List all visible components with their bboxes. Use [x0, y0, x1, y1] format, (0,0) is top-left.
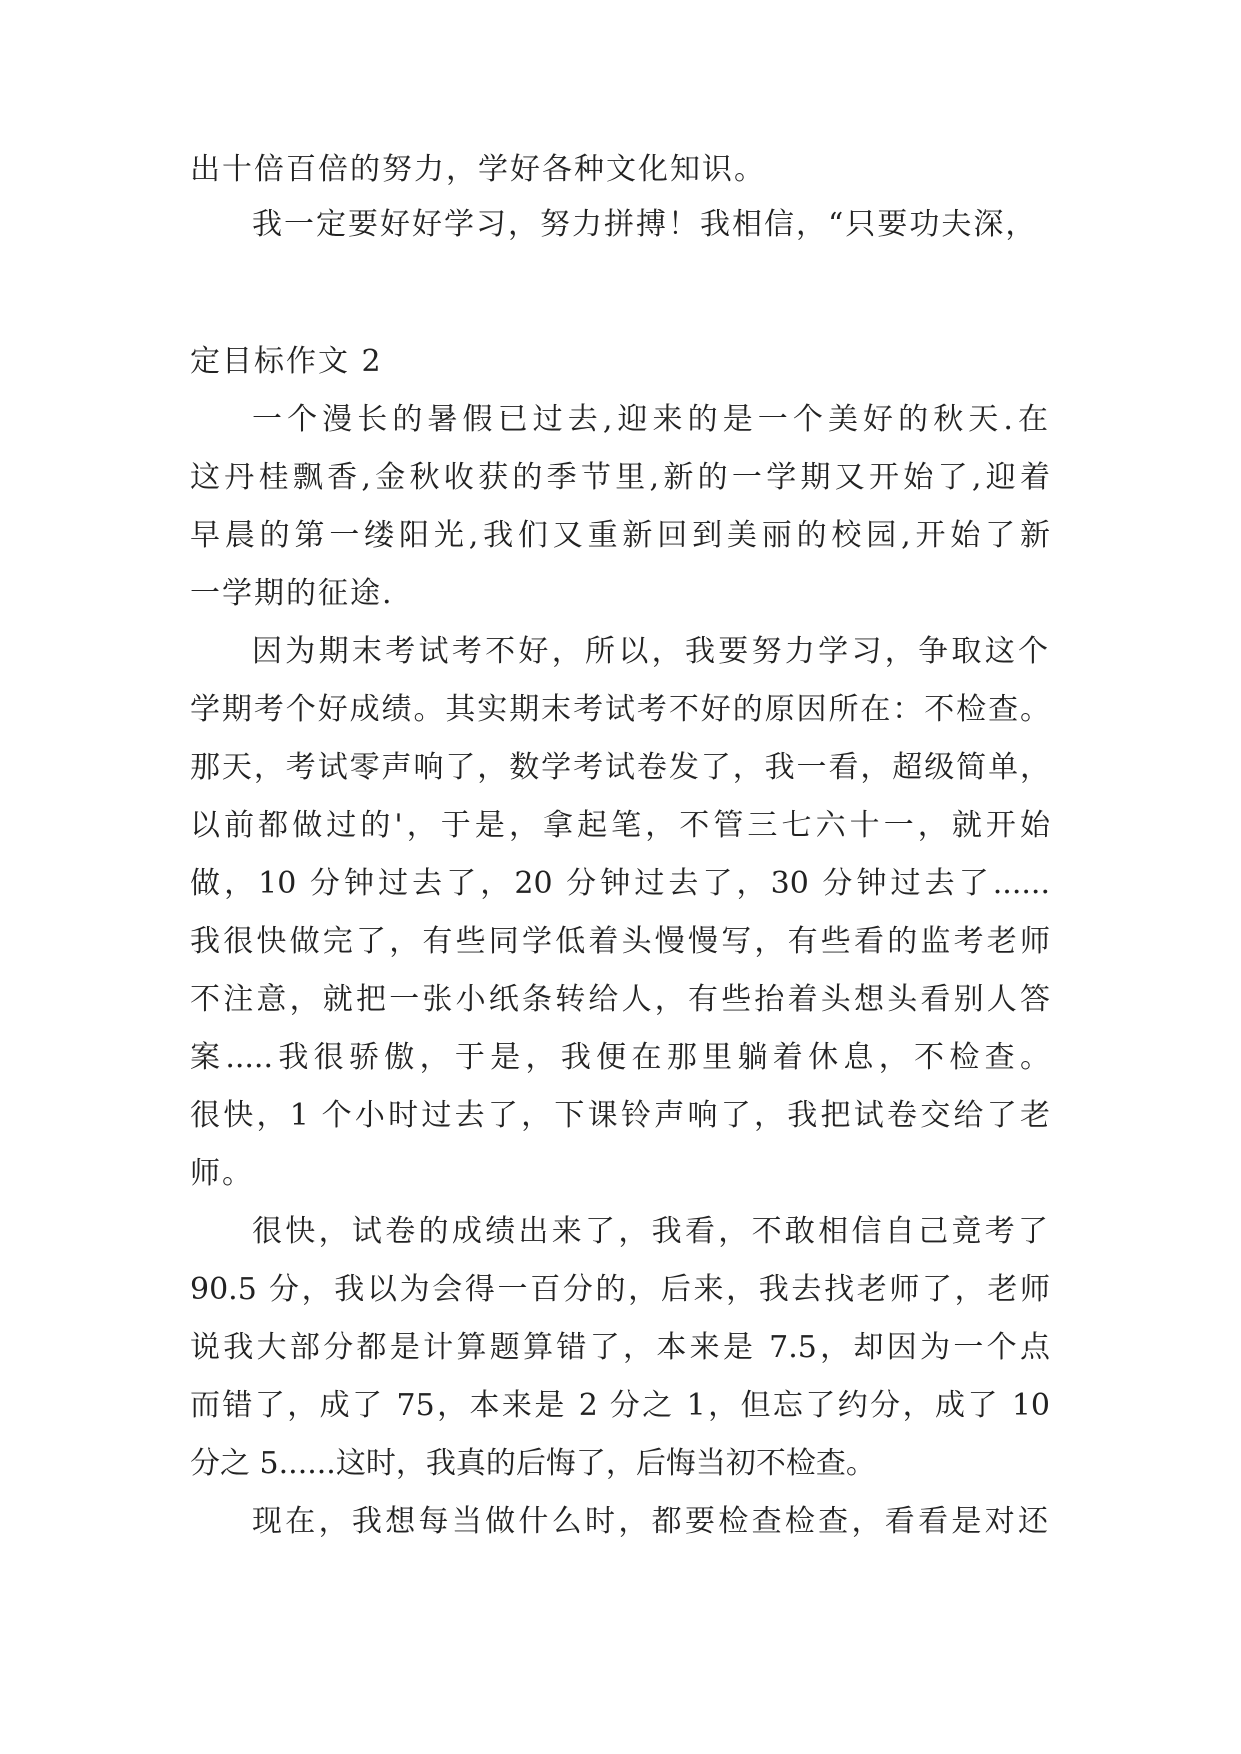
text-line: 分之 5......这时，我真的后悔了，后悔当初不检查。 [190, 1446, 876, 1481]
section-heading: 定目标作文 2 [190, 344, 383, 379]
text-line: 那天，考试零声响了，数学考试卷发了，我一看，超级简单， [190, 750, 1050, 785]
text-line: 这丹桂飘香,金秋收获的季节里,新的一学期又开始了,迎着 [190, 460, 1050, 495]
text-line: 以前都做过的'，于是，拿起笔，不管三七六十一，就开始 [190, 808, 1050, 843]
text-line: 做，10 分钟过去了，20 分钟过去了，30 分钟过去了...... [190, 866, 1050, 901]
text-line: 不注意，就把一张小纸条转给人，有些抬着头想头看别人答 [190, 982, 1050, 1017]
text-line: 师。 [190, 1156, 254, 1191]
text-line: 我很快做完了，有些同学低着头慢慢写，有些看的监考老师 [190, 924, 1050, 959]
text-line: 很快，1 个小时过去了，下课铃声响了，我把试卷交给了老 [190, 1098, 1050, 1133]
text-line: 一个漫长的暑假已过去,迎来的是一个美好的秋天.在 [252, 402, 1050, 437]
text-line: 案.....我很骄傲，于是，我便在那里躺着休息，不检查。 [190, 1040, 1050, 1075]
text-line: 因为期末考试考不好，所以，我要努力学习，争取这个 [252, 634, 1050, 669]
text-line: 很快，试卷的成绩出来了，我看，不敢相信自己竟考了 [252, 1214, 1050, 1249]
text-line: 90.5 分，我以为会得一百分的，后来，我去找老师了，老师 [190, 1272, 1050, 1307]
text-line: 我一定要好好学习，努力拼搏！我相信，“只要功夫深， [252, 207, 1038, 242]
text-line: 说我大部分都是计算题算错了，本来是 7.5，却因为一个点 [190, 1330, 1050, 1365]
text-line: 现在，我想每当做什么时，都要检查检查，看看是对还 [252, 1504, 1050, 1539]
text-line: 出十倍百倍的努力，学好各种文化知识。 [190, 152, 766, 187]
text-line: 一学期的征途. [190, 576, 394, 611]
text-line: 学期考个好成绩。其实期末考试考不好的原因所在：不检查。 [190, 692, 1050, 727]
text-line: 早晨的第一缕阳光,我们又重新回到美丽的校园,开始了新 [190, 518, 1050, 553]
text-line: 而错了，成了 75，本来是 2 分之 1，但忘了约分，成了 10 [190, 1388, 1050, 1423]
